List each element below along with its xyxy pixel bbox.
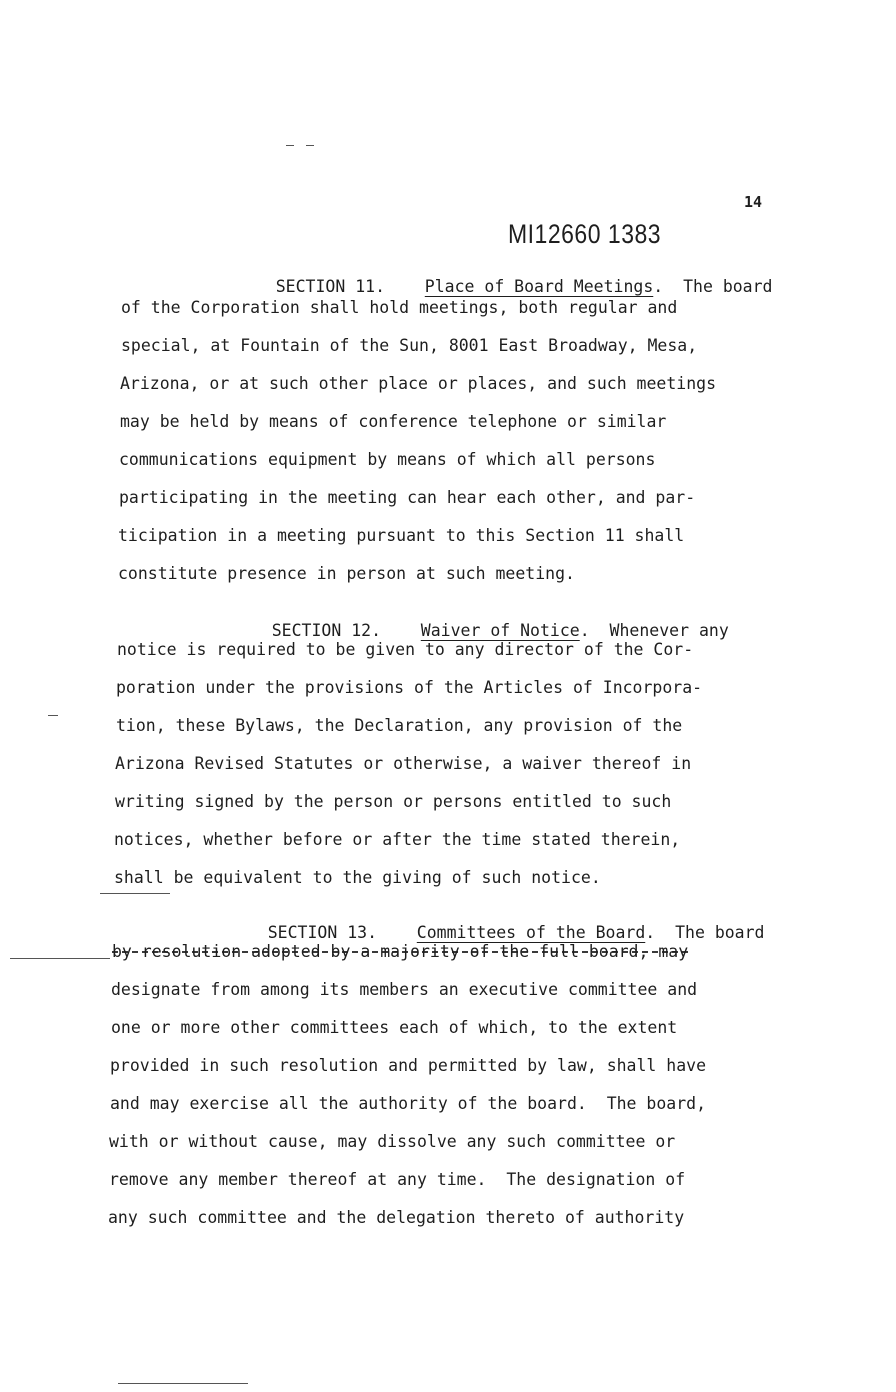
section-11-line: Arizona, or at such other place or places, and such meetings (120, 374, 717, 393)
scan-speck (48, 715, 58, 716)
section-11-line: communications equipment by means of which all persons (119, 450, 656, 469)
section-12-line: Arizona Revised Statutes or otherwise, a waiver thereof in (115, 754, 692, 773)
section-13-line: remove any member thereof at any time. The designation of (109, 1170, 686, 1189)
scan-speck (100, 893, 170, 894)
section-12-line: tion, these Bylaws, the Declaration, any provision of the (116, 716, 683, 735)
section-12-heading-line: SECTION 12. Waiver of Notice. Whenever any (271, 621, 729, 640)
section-13-line: designate from among its members an executive committee and (111, 980, 698, 999)
record-number: MI12660 1383 (508, 218, 662, 249)
scan-speck (306, 145, 314, 146)
page-number: 14 (744, 193, 763, 211)
section-11-line: may be held by means of conference telephone or similar (120, 412, 667, 431)
section-13-line: provided in such resolution and permitted by law, shall have (110, 1056, 707, 1075)
section-11-title: Place of Board Meetings (424, 277, 654, 296)
scan-speck (286, 145, 294, 146)
section-11-line: ticipation in a meeting pursuant to this Section 11 shall (118, 526, 685, 545)
section-12-line: poration under the provisions of the Articles of Incorpora- (116, 678, 703, 697)
section-13-line-0: The board (675, 923, 765, 942)
scan-speck (118, 1383, 248, 1384)
section-12-line: notices, whether before or after the time stated therein, (114, 830, 681, 849)
section-13-line: by resolution adopted by a majority of the full board, may (112, 942, 689, 961)
section-11-heading: SECTION 11. (275, 277, 386, 296)
section-12-line: writing signed by the person or persons entitled to such (115, 792, 672, 811)
section-13-line: one or more other committees each of which, to the extent (111, 1018, 678, 1037)
section-12-line-0: Whenever any (609, 621, 729, 640)
section-11-line-0: The board (683, 277, 773, 296)
section-13-title: Committees of the Board (416, 923, 646, 942)
section-11-line: of the Corporation shall hold meetings, both regular and (121, 298, 678, 317)
section-12-heading: SECTION 12. (271, 621, 382, 640)
section-13-line: with or without cause, may dissolve any such committee or (109, 1132, 676, 1151)
scan-speck (10, 958, 110, 959)
section-13-heading: SECTION 13. (267, 923, 378, 942)
section-13-line: any such committee and the delegation thereto of authority (108, 1208, 685, 1227)
section-13-line: and may exercise all the authority of the board. The board, (110, 1094, 707, 1113)
section-12-title: Waiver of Notice (420, 621, 580, 640)
section-11-line: constitute presence in person at such meeting. (118, 564, 575, 583)
section-11-line: special, at Fountain of the Sun, 8001 East Broadway, Mesa, (121, 336, 698, 355)
section-12-line: notice is required to be given to any director of the Cor- (117, 640, 694, 659)
section-12-line: shall be equivalent to the giving of such notice. (114, 868, 601, 887)
section-11-heading-line: SECTION 11. Place of Board Meetings. The board (275, 277, 773, 296)
section-13-heading-line: SECTION 13. Committees of the Board. The board (267, 923, 765, 942)
section-11-line: participating in the meeting can hear each other, and par- (119, 488, 696, 507)
